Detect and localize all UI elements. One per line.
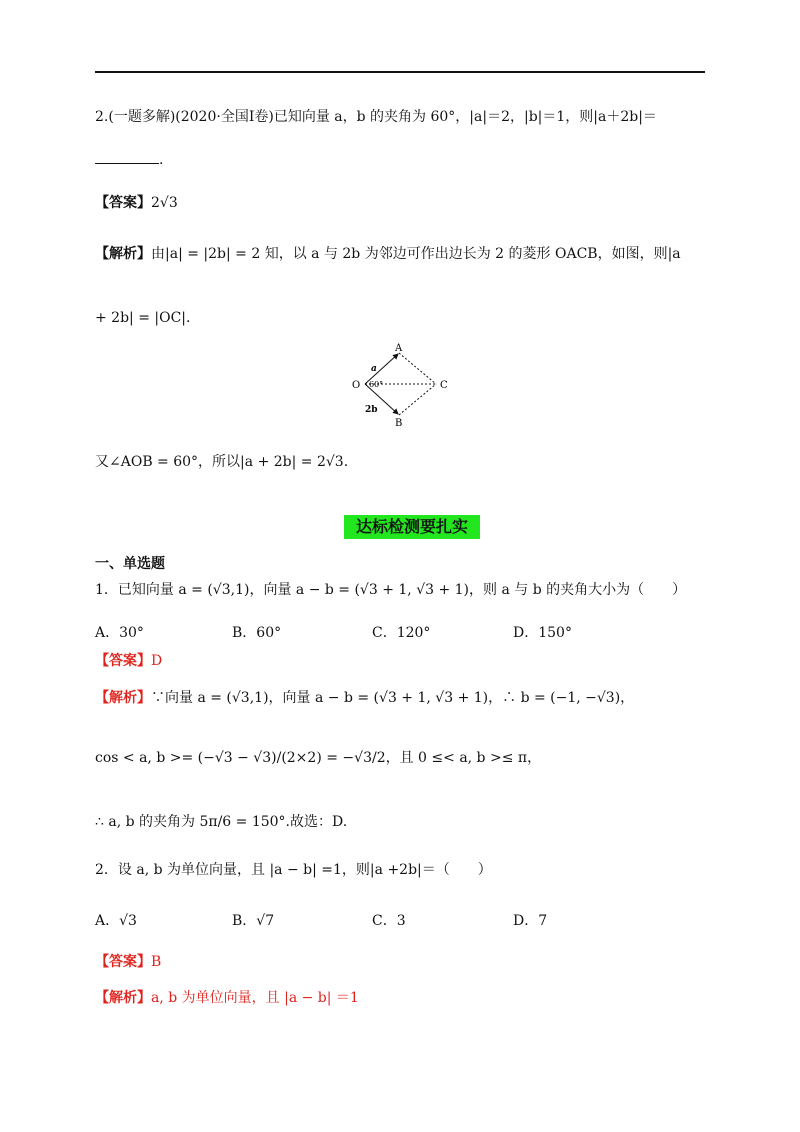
q1-answer (95, 651, 162, 671)
label-angle: 60° (369, 380, 384, 389)
answer-value: B (151, 954, 162, 970)
q1-option-c: C．120° (372, 625, 431, 641)
q1-stem: 1．已知向量 a = (√3,1)，向量 a − b = (√3 + 1, √3 + 1)，则 a 与 b 的夹角大小为（ ） (95, 582, 687, 598)
q2-analysis-1 (95, 988, 359, 1008)
q2-top-stem: 2.(一题多解)(2020·全国Ⅰ卷)已知向量 a，b 的夹角为 60°，|a|＝2，|b|＝1，则|a＋2b|＝ (95, 109, 657, 125)
q2-top-analysis-2: + 2b| = |OC|. (95, 310, 191, 326)
answer-value: D (151, 653, 163, 669)
label-2b: 2b (365, 405, 378, 415)
label-a: a (371, 364, 377, 374)
q1-analysis-3: ∴ a, b 的夹角为 5π/6 = 150°.故选：D. (95, 814, 348, 830)
analysis-text-1: 由|a| = |2b| = 2 知，以 a 与 2b 为邻边可作出边长为 2 的菱形 OACB，如图，则|a (151, 246, 681, 262)
analysis-text-1: ∵向量 a = (√3,1)，向量 a − b = (√3 + 1, √3 + 1)，∴ b = (−1, −√3)， (151, 690, 635, 706)
q2-top-blank-line (95, 150, 163, 170)
label-C: C (440, 380, 448, 391)
top-rule (95, 71, 705, 73)
rhombus-diagram (335, 340, 465, 430)
answer-tag: 【答案】 (95, 195, 151, 211)
label-B: B (395, 418, 403, 429)
answer-tag: 【答案】 (95, 653, 151, 669)
q1-analysis-2: cos < a, b >= (−√3 − √3)/(2×2) = −√3/2，且 0 ≤< a, b >≤ π， (95, 750, 542, 766)
section-title: 一、单选题 (95, 556, 165, 572)
answer-blank (95, 163, 159, 164)
q2-option-d: D．7 (513, 913, 548, 929)
analysis-tag: 【解析】 (95, 690, 151, 706)
q2-option-a: A．√3 (95, 913, 137, 929)
blank-end: . (159, 152, 164, 168)
label-O: O (352, 380, 361, 391)
q2-option-b: B．√7 (232, 913, 275, 929)
q1-option-b: B．60° (232, 625, 282, 641)
analysis-tag: 【解析】 (95, 990, 151, 1006)
q2-top-answer (95, 193, 178, 213)
answer-tag: 【答案】 (95, 954, 151, 970)
q2-stem: 2．设 a, b 为单位向量，且 |a − b| =1，则|a +2b|＝（ ） (95, 862, 492, 878)
q2-top-analysis-1 (95, 244, 681, 264)
analysis-text-1: a, b 为单位向量，且 |a − b| ＝1 (151, 990, 359, 1006)
label-A: A (395, 343, 403, 354)
edge-AC (399, 353, 436, 384)
q2-option-c: C．3 (372, 913, 406, 929)
edge-BC (399, 384, 436, 415)
q2-answer (95, 952, 161, 972)
q1-option-d: D．150° (513, 625, 572, 641)
section-banner: 达标检测要扎实 (344, 515, 480, 539)
q1-option-a: A．30° (95, 625, 144, 641)
analysis-tag: 【解析】 (95, 246, 151, 262)
q1-analysis-1 (95, 688, 634, 708)
q2-top-conclusion: 又∠AOB = 60°，所以|a + 2b| = 2√3. (95, 454, 349, 470)
answer-value: 2√3 (151, 195, 178, 211)
